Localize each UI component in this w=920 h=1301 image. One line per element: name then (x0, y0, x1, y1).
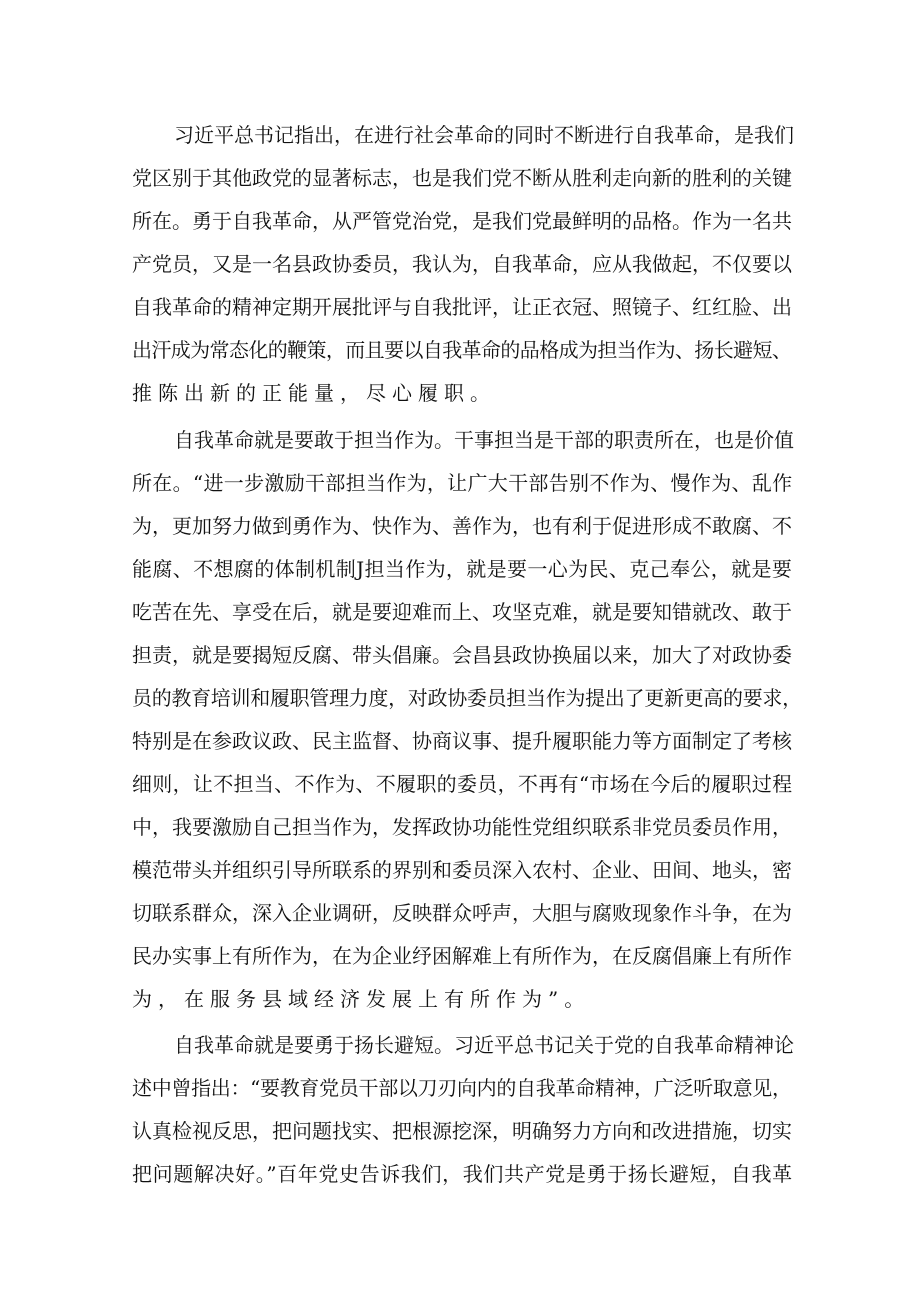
text-line: 所在。“进一步激励干部担当作为，让广大干部告别不作为、慢作为、乱作 (132, 471, 793, 495)
text-line: 自我革命就是要勇于扬长避短。习近平总书记关于党的自我革命精神论 (174, 1033, 794, 1057)
text-line: 担责，就是要揭短反腐、带头倡廉。会昌县政协换届以来，加大了对政协委 (132, 643, 792, 667)
text-line: 民办实事上有所作为，在为企业纾困解难上有所作为，在反腐倡廉上有所作 (132, 944, 792, 968)
text-line: 特别是在参政议政、民主监督、协商议事、提升履职能力等方面制定了考核 (132, 729, 792, 753)
text-line: 把问题解决好。”百年党史告诉我们，我们共产党是勇于扬长避短，自我革 (132, 1162, 793, 1186)
text-line: 为，在服务县域经济发展上有所作为”。 (132, 987, 591, 1011)
text-line: 述中曾指出：“要教育党员干部以刀刃向内的自我革命精神，广泛听取意见， (132, 1076, 792, 1100)
text-line: 切联系群众，深入企业调研，反映群众呼声，大胆与腐败现象作斗争，在为 (132, 901, 792, 925)
text-line: 自我革命的精神定期开展批评与自我批评，让正衣冠、照镜子、红红脸、出 (132, 295, 792, 319)
text-line: 细则，让不担当、不作为、不履职的委员，不再有“市场在今后的履职过程 (132, 772, 793, 796)
text-line: 自我革命就是要敢于担当作为。干事担当是干部的职责所在，也是价值 (174, 428, 794, 452)
text-line: 党区别于其他政党的显著标志，也是我们党不断从胜利走向新的胜利的关键 (132, 166, 792, 190)
text-line: 认真检视反思，把问题找实、把根源挖深，明确努力方向和改进措施，切实 (132, 1119, 792, 1143)
text-line: 出汗成为常态化的鞭策，而且要以自我革命的品格成为担当作为、扬长避短、 (132, 338, 792, 362)
text-line: 推陈出新的正能量，尽心履职。 (132, 381, 496, 405)
text-line: 模范带头并组织引导所联系的界别和委员深入农村、企业、田间、地头，密 (132, 858, 792, 882)
text-line: 员的教育培训和履职管理力度，对政协委员担当作为提出了更新更高的要求， (132, 686, 802, 710)
text-line: 吃苦在先、享受在后，就是要迎难而上、攻坚克难，就是要知错就改、敢于 (132, 600, 792, 624)
text-line: 中，我要激励自己担当作为，发挥政协功能性党组织联系非党员委员作用， (132, 815, 792, 839)
text-line: 产党员，又是一名县政协委员，我认为，自我革命，应从我做起，不仅要以 (132, 252, 792, 276)
text-line: 所在。勇于自我革命，从严管党治党，是我们党最鲜明的品格。作为一名共 (132, 209, 792, 233)
text-line: 能腐、不想腐的体制机制J担当作为，就是要一心为民、克己奉公，就是要 (132, 557, 793, 581)
text-line: 为，更加努力做到勇作为、快作为、善作为，也有利于促进形成不敢腐、不 (132, 514, 792, 538)
text-line: 习近平总书记指出，在进行社会革命的同时不断进行自我革命，是我们 (174, 123, 794, 147)
